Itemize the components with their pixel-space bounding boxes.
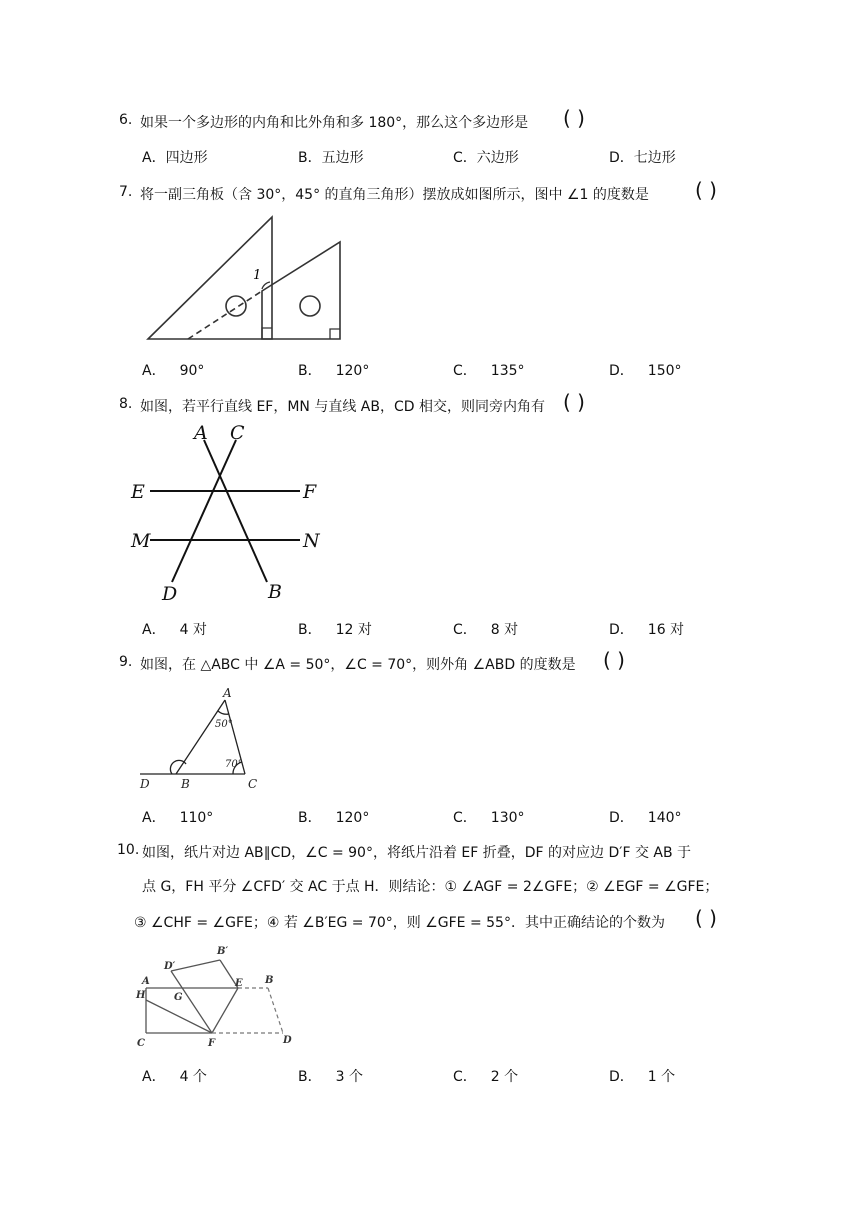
vertex-c-label: C — [248, 777, 258, 791]
option-letter: D． — [609, 363, 634, 379]
question-7-number: 7. — [119, 184, 133, 200]
question-10-answer-paren: ( ) — [695, 906, 717, 930]
option-text: 4 个 — [179, 1069, 207, 1085]
option-letter: C． — [453, 150, 477, 166]
question-10-line-3: ③ ∠CHF = ∠GFE；④ 若 ∠B′EG = 70°，则 ∠GFE = 55°．其中正确结论的个数为 — [134, 915, 665, 931]
question-8-number: 8. — [119, 396, 133, 412]
option-text: 135° — [490, 363, 525, 379]
question-6-answer-paren: ( ) — [563, 106, 585, 130]
option-text: 150° — [647, 363, 682, 379]
question-8-answer-paren: ( ) — [563, 390, 585, 414]
question-8-text: 如图，若平行直线 EF，MN 与直线 AB，CD 相交，则同旁内角有 — [140, 399, 545, 415]
option-text: 1 个 — [647, 1069, 676, 1085]
question-6-number: 6. — [119, 112, 133, 128]
option-text: 12 对 — [335, 622, 372, 638]
option-letter: A． — [142, 622, 166, 638]
option-letter: B． — [298, 622, 322, 638]
q10-option-a[interactable] — [142, 1066, 207, 1086]
label-e: E — [131, 481, 145, 503]
option-letter: B． — [298, 363, 322, 379]
segment-ef — [212, 988, 238, 1033]
option-text: 90° — [179, 363, 205, 379]
q10-option-d[interactable] — [609, 1066, 675, 1086]
angle-a-value: 50° — [215, 719, 233, 730]
question-7-answer-paren: ( ) — [695, 178, 717, 202]
label-a: A — [142, 976, 150, 987]
dotted-bd — [268, 988, 283, 1033]
option-text: 140° — [647, 810, 682, 826]
segment-hf — [146, 1000, 212, 1033]
question-9-answer-paren: ( ) — [603, 648, 625, 672]
label-c: C — [137, 1038, 145, 1049]
angle-1-label: 1 — [253, 268, 262, 283]
option-letter: D． — [609, 1069, 634, 1085]
question-7-text: 将一副三角板（含 30°，45° 的直角三角形）摆放成如图所示，图中 ∠1 的度数是 — [140, 187, 649, 203]
option-letter: D． — [609, 150, 634, 166]
label-n: N — [303, 530, 320, 552]
option-text: 120° — [335, 810, 370, 826]
q10-option-c[interactable] — [453, 1066, 518, 1086]
option-text: 4 对 — [179, 622, 207, 638]
label-e: E — [235, 978, 243, 989]
option-text: 五边形 — [321, 150, 364, 166]
question-9-text: 如图，在 △ABC 中 ∠A = 50°，∠C = 70°，则外角 ∠ABD 的度数是 — [140, 657, 576, 673]
option-letter: A． — [142, 363, 166, 379]
option-letter: A． — [142, 1069, 166, 1085]
question-10-line-2: 点 G，FH 平分 ∠CFD′ 交 AC 于点 H．则结论：① ∠AGF = 2∠GFE；② ∠EGF = ∠GFE； — [142, 879, 719, 895]
label-f: F — [208, 1038, 216, 1049]
vertex-d-label: D — [140, 777, 150, 791]
label-b-prime: B′ — [217, 946, 229, 957]
label-d-prime: D′ — [164, 961, 176, 972]
option-text: 110° — [179, 810, 214, 826]
option-text: 8 对 — [490, 622, 519, 638]
label-a: A — [194, 422, 208, 444]
question-6-text: 如果一个多边形的内角和比外角和多 180°，那么这个多边形是 — [140, 115, 529, 131]
label-c: C — [230, 422, 245, 444]
option-text: 130° — [490, 810, 525, 826]
option-text: 四边形 — [165, 150, 208, 166]
option-text: 六边形 — [476, 150, 519, 166]
option-letter: C． — [453, 363, 477, 379]
option-text: 七边形 — [633, 150, 676, 166]
option-letter: C． — [453, 1069, 477, 1085]
label-d: D — [283, 1035, 292, 1046]
option-letter: A． — [142, 810, 166, 826]
option-text: 120° — [335, 363, 370, 379]
option-text: 3 个 — [335, 1069, 363, 1085]
option-text: 2 个 — [490, 1069, 519, 1085]
option-letter: D． — [609, 810, 634, 826]
option-letter: D． — [609, 622, 634, 638]
label-d: D — [162, 583, 178, 605]
question-10-number: 10. — [117, 842, 140, 858]
question-10-line-1: 如图，纸片对边 AB∥CD，∠C = 90°，将纸片沿着 EF 折叠，DF 的对应边 D′F 交 AB 于 — [142, 845, 692, 861]
label-b: B — [268, 581, 282, 603]
angle-c-value: 70° — [225, 759, 243, 770]
option-letter: A． — [142, 150, 166, 166]
q10-option-b[interactable] — [298, 1066, 363, 1086]
option-letter: B． — [298, 810, 322, 826]
label-f: F — [303, 481, 317, 503]
vertex-a-label: A — [223, 686, 232, 700]
label-b: B — [265, 975, 274, 986]
option-letter: B． — [298, 150, 322, 166]
label-m: M — [131, 530, 151, 552]
option-text: 16 对 — [647, 622, 685, 638]
segment-dpbp — [171, 960, 220, 971]
option-letter: C． — [453, 810, 477, 826]
label-h: H — [136, 990, 146, 1001]
option-letter: B． — [298, 1069, 322, 1085]
question-9-number: 9. — [119, 654, 133, 670]
vertex-b-label: B — [181, 777, 190, 791]
label-g: G — [174, 992, 183, 1003]
option-letter: C． — [453, 622, 477, 638]
